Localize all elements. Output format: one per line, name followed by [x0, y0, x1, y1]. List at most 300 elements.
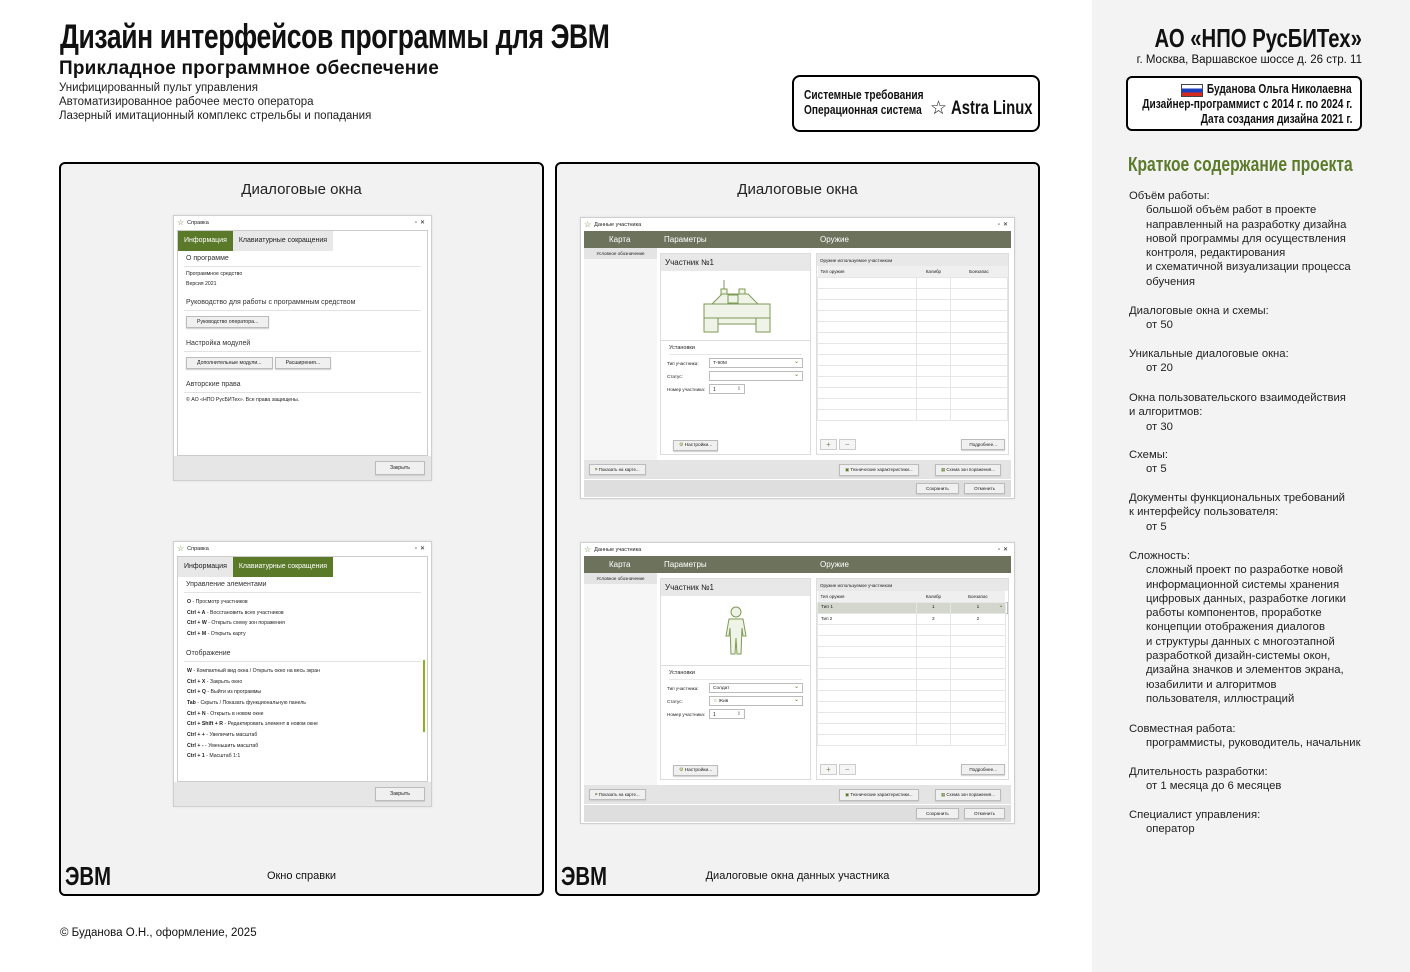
- extensions-button[interactable]: Расширения...: [275, 357, 332, 369]
- section-header: [584, 231, 1011, 248]
- params-header: Параметры: [664, 560, 707, 569]
- weapons-header: Оружие: [820, 560, 849, 569]
- close-button[interactable]: Закрыть: [375, 461, 425, 475]
- table-cell: [818, 354, 917, 365]
- table-cell: [818, 668, 917, 679]
- summary-value: большой объём работ в проекте направленный на разработку дизайна новой программы для осуществления контроля, редактирования и схематичной визуализации процесса обучения: [1146, 204, 1351, 288]
- zones-icon: ▦: [941, 467, 946, 472]
- type-label: Тип участника:: [667, 685, 699, 691]
- legend-item[interactable]: Условное обозначение: [584, 248, 657, 259]
- number-spinner[interactable]: 1 ⇕: [709, 709, 745, 719]
- table-row[interactable]: [818, 299, 1008, 310]
- settings-label: Установки: [669, 345, 802, 355]
- shortcut-key: Ctrl + +: [187, 732, 205, 739]
- os-label: Операционная система: [804, 102, 922, 117]
- window-title: Справка: [187, 219, 209, 226]
- table-cell: [950, 624, 1005, 635]
- table-cell: [818, 299, 917, 310]
- table-row[interactable]: [818, 288, 1008, 299]
- table-cell: [818, 635, 917, 646]
- window-controls[interactable]: ▫✕: [414, 220, 428, 226]
- table-row[interactable]: [818, 602, 1008, 613]
- table-cell: 1: [950, 602, 1005, 613]
- panel-title: Диалоговые окна: [241, 181, 362, 198]
- table-cell: [950, 635, 1005, 646]
- product-line: Унифицированный пульт управления: [59, 82, 258, 94]
- settings-button-label: Настройки...: [684, 443, 713, 448]
- table-row[interactable]: [818, 723, 1008, 734]
- btn-label: Показать на карте...: [598, 792, 640, 797]
- shortcut-key: O: [187, 599, 192, 605]
- table-cell: [950, 299, 1007, 310]
- summary-label: Уникальные диалоговые окна:: [1129, 348, 1289, 360]
- table-cell: [818, 646, 917, 657]
- cancel-button[interactable]: Отменить: [964, 483, 1005, 494]
- settings-button-label: Настройки...: [684, 768, 713, 773]
- summary-title: Краткое содержание проекта: [1128, 154, 1353, 176]
- section-about: О программе: [184, 251, 421, 267]
- table-row[interactable]: [818, 310, 1008, 321]
- participant-name: Участник №1: [661, 254, 810, 271]
- table-cell: [818, 723, 917, 734]
- weapons-header: Оружие: [820, 235, 849, 244]
- star-icon: ☆: [177, 218, 185, 227]
- shortcut-desc: - Закрыть окно: [206, 678, 243, 685]
- table-row[interactable]: [818, 646, 1008, 657]
- table-row[interactable]: [818, 354, 1008, 365]
- participant-name: Участник №1: [661, 579, 810, 596]
- col-header: Калибр: [916, 266, 950, 277]
- shortcut-key: Tab: [187, 699, 196, 706]
- table-cell: [818, 288, 917, 299]
- toolbar: [584, 785, 1011, 804]
- table-cell: [916, 332, 950, 343]
- show-on-map-button[interactable]: [589, 464, 646, 475]
- shortcut-key: Ctrl + Shift + R: [187, 721, 224, 728]
- number-spinner[interactable]: 1 ⇕: [709, 384, 745, 394]
- shortcut-item: [187, 608, 418, 619]
- section-copyright: Авторские права: [184, 377, 421, 393]
- status-select[interactable]: [709, 371, 803, 381]
- summary-label: Документы функциональных требований к интерфейсу пользователя:: [1129, 492, 1345, 519]
- title-bar: [581, 218, 1014, 231]
- table-cell: [950, 679, 1005, 690]
- add-button[interactable]: +: [820, 439, 837, 450]
- panel-caption: Окно справки: [266, 870, 337, 882]
- damage-zones-button[interactable]: [935, 464, 1001, 476]
- table-cell: [916, 690, 950, 701]
- table-cell: [818, 679, 917, 690]
- summary-item: [1129, 549, 1346, 706]
- table-cell: [818, 387, 917, 398]
- shortcut-desc: - Масштаб 1:1: [206, 753, 241, 760]
- table-cell: [818, 734, 917, 745]
- table-cell: [916, 668, 950, 679]
- map-header: Карта: [609, 235, 631, 244]
- title-bar: [174, 216, 431, 229]
- table-row[interactable]: [818, 376, 1008, 387]
- table-cell: [818, 277, 917, 288]
- cancel-button[interactable]: Отменить: [964, 808, 1005, 819]
- tab-info[interactable]: Информация: [178, 557, 233, 577]
- title-text: Дизайн интерфейсов программы для ЭВМ: [60, 18, 610, 56]
- author-name: Буданова Ольга Николаевна: [1207, 81, 1352, 96]
- table-cell: [950, 321, 1007, 332]
- table-cell: [950, 701, 1005, 712]
- window-title: Данные участника: [594, 546, 642, 553]
- table-cell: [950, 288, 1007, 299]
- table-cell: [950, 409, 1007, 420]
- table-cell: [950, 398, 1007, 409]
- summary-value: от 30: [1146, 420, 1173, 433]
- table-cell: [818, 321, 917, 332]
- summary-label: Длительность разработки:: [1129, 766, 1268, 778]
- table-cell: [950, 690, 1005, 701]
- shortcut-item: [187, 629, 418, 640]
- title-bar: [174, 542, 431, 555]
- number-label: Номер участника:: [667, 386, 706, 392]
- shortcut-key: Ctrl + W: [187, 620, 207, 627]
- table-row[interactable]: [818, 679, 1008, 690]
- section-controls: Управление элементами: [184, 577, 421, 593]
- section-manual: Руководство для работы с программным средством: [184, 295, 421, 311]
- shortcut-item: [187, 618, 418, 629]
- product-line: Автоматизированное рабочее место оператора: [59, 96, 314, 108]
- participant-windows-panel: [555, 162, 1040, 896]
- table-row[interactable]: [818, 613, 1008, 624]
- table-cell: [916, 354, 950, 365]
- shortcut-item: [187, 730, 418, 741]
- shortcut-item: [187, 597, 418, 608]
- shortcut-key: W: [187, 667, 192, 674]
- tech-specs-button[interactable]: [839, 789, 919, 801]
- table-cell: [818, 332, 917, 343]
- shortcut-key: Ctrl + X: [187, 678, 206, 685]
- table-cell: [818, 712, 917, 723]
- summary-label: Диалоговые окна и схемы:: [1129, 305, 1269, 317]
- table-cell: [916, 723, 950, 734]
- scrollbar[interactable]: [423, 660, 425, 732]
- extra-modules-button[interactable]: Дополнительные модули...: [186, 357, 273, 369]
- panel-title: Диалоговые окна: [737, 181, 858, 198]
- gear-icon: ⚙: [679, 443, 684, 448]
- table-cell: [916, 365, 950, 376]
- shortcut-desc: - Редактировать элемент в новом окне: [224, 721, 318, 728]
- table-cell: [916, 701, 950, 712]
- soldier-icon: [721, 606, 751, 656]
- add-button[interactable]: +: [820, 764, 837, 775]
- btn-label: Технические характеристики...: [850, 467, 913, 472]
- table-row[interactable]: [818, 277, 1008, 288]
- table-cell: 1: [916, 602, 950, 613]
- shortcut-item: [187, 687, 418, 698]
- table-cell: [818, 376, 917, 387]
- footer-copyright: © Буданова О.Н., оформление, 2025: [60, 927, 257, 939]
- table-row[interactable]: [818, 624, 1008, 635]
- weapons-column: [816, 253, 1009, 455]
- window-controls[interactable]: ▫✕: [414, 546, 428, 552]
- shortcut-desc: - Открыть карту: [207, 631, 246, 638]
- table-cell: [916, 635, 950, 646]
- tank-icon: [696, 278, 776, 334]
- summary-value: от 1 месяца до 6 месяцев: [1146, 780, 1282, 793]
- table-cell: Тип 1: [818, 602, 917, 613]
- table-cell: [818, 701, 917, 712]
- btn-label: Технические характеристики...: [850, 792, 913, 797]
- page-title: [60, 19, 765, 55]
- summary-label: Схемы:: [1129, 449, 1168, 461]
- table-cell: [950, 646, 1005, 657]
- status-label: Статус:: [667, 373, 683, 379]
- tab-shortcuts[interactable]: Клавиатурные сокращения: [233, 231, 333, 251]
- remove-button[interactable]: −: [839, 764, 856, 775]
- table-cell: [950, 343, 1007, 354]
- table-cell: [950, 365, 1007, 376]
- table-cell: [818, 310, 917, 321]
- table-cell: 2: [950, 613, 1005, 624]
- help-dialog-shortcuts: [173, 541, 432, 807]
- summary-item: [1129, 391, 1346, 434]
- sysreq-label: Системные требования: [804, 87, 924, 102]
- save-button[interactable]: Сохранить: [916, 483, 959, 494]
- table-cell: [916, 376, 950, 387]
- status-label: Статус:: [667, 698, 683, 704]
- operator-manual-button[interactable]: Руководство оператора...: [186, 316, 269, 328]
- table-row[interactable]: [818, 398, 1008, 409]
- summary-value: от 5: [1146, 520, 1167, 533]
- summary-value: от 20: [1146, 362, 1173, 375]
- star-icon: ☆: [584, 545, 592, 554]
- btn-label: Схема зон поражения...: [946, 792, 995, 797]
- summary-item: [1129, 189, 1351, 289]
- table-cell: [916, 321, 950, 332]
- help-windows-panel: [59, 162, 544, 896]
- version: Версия 2021: [186, 281, 217, 287]
- shortcut-item: [187, 666, 418, 677]
- weapons-column: [816, 578, 1009, 780]
- product-name: Программное средство: [186, 271, 243, 277]
- table-row[interactable]: [818, 657, 1008, 668]
- table-cell: 2: [916, 613, 950, 624]
- table-cell: [916, 299, 950, 310]
- status-select[interactable]: [709, 696, 803, 706]
- table-cell: [818, 690, 917, 701]
- table-row[interactable]: [818, 701, 1008, 712]
- copyright-text: © АО «НПО РусБИТех». Все права защищены.: [186, 397, 300, 403]
- map-icon: ⌗: [595, 467, 598, 472]
- table-row[interactable]: [818, 409, 1008, 420]
- star-icon: ☆: [713, 699, 719, 704]
- tab-shortcuts[interactable]: Клавиатурные сокращения: [233, 557, 333, 577]
- params-column: [660, 578, 811, 780]
- table-cell: [818, 398, 917, 409]
- table-cell: [818, 409, 917, 420]
- table-row[interactable]: [818, 332, 1008, 343]
- shortcut-item: [187, 709, 418, 720]
- summary-item: [1129, 448, 1168, 477]
- type-label: Тип участника:: [667, 360, 699, 366]
- os-name: Astra Linux: [951, 98, 1033, 119]
- table-row[interactable]: [818, 343, 1008, 354]
- shortcut-item: [187, 751, 418, 762]
- shortcut-item: [187, 698, 418, 709]
- table-cell: [818, 343, 917, 354]
- table-cell: [818, 365, 917, 376]
- author-box: [1126, 76, 1362, 131]
- col-header: Калибр: [916, 591, 950, 602]
- weapons-table: [817, 591, 1008, 746]
- shortcut-desc: - Компактный вид окна / Открыть окно на весь экран: [193, 667, 320, 674]
- type-select[interactable]: Солдат ⌄: [709, 683, 803, 693]
- map-icon: ⌗: [595, 792, 598, 797]
- table-cell: [950, 668, 1005, 679]
- table-cell: [916, 657, 950, 668]
- shortcut-item: [187, 741, 418, 752]
- org-name: АО «НПО РусБИТех»: [1154, 23, 1362, 53]
- table-cell: [916, 277, 950, 288]
- remove-button[interactable]: −: [839, 439, 856, 450]
- table-cell: [950, 723, 1005, 734]
- table-cell: [916, 343, 950, 354]
- shortcut-key: Ctrl + Q: [187, 689, 206, 696]
- table-row[interactable]: [818, 365, 1008, 376]
- map-column: [584, 573, 657, 785]
- table-row[interactable]: [818, 690, 1008, 701]
- summary-value: программисты, руководитель, начальник: [1146, 737, 1361, 750]
- close-button[interactable]: Закрыть: [375, 787, 425, 801]
- toolbar: [584, 460, 1011, 479]
- shortcut-desc: - Открыть схему зон поражения: [208, 620, 285, 627]
- product-line: Лазерный имитационный комплекс стрельбы и попадания: [59, 110, 372, 122]
- star-icon: ☆: [584, 220, 592, 229]
- col-header: Тип оружия: [818, 591, 917, 602]
- summary-value: от 50: [1146, 319, 1173, 332]
- summary-item: [1129, 304, 1269, 333]
- shortcut-desc: - Просмотр участников: [192, 599, 248, 605]
- legend-item[interactable]: Условное обозначение: [584, 573, 657, 584]
- status-value: Жив: [718, 699, 729, 704]
- weapons-table: [817, 266, 1008, 421]
- table-cell: [916, 712, 950, 723]
- table-cell: Тип 2: [818, 613, 917, 624]
- summary-value: оператор: [1146, 823, 1195, 836]
- table-cell: [916, 387, 950, 398]
- params-header: Параметры: [664, 235, 707, 244]
- details-button[interactable]: Подробнее...: [961, 764, 1005, 775]
- star-icon: ☆: [930, 98, 948, 119]
- shortcut-desc: - Увеличить масштаб: [206, 732, 258, 739]
- table-row[interactable]: [818, 635, 1008, 646]
- table-cell: [950, 277, 1007, 288]
- table-cell: [950, 712, 1005, 723]
- summary-item: [1129, 347, 1289, 376]
- table-cell: [916, 409, 950, 420]
- design-date: Дата создания дизайна 2021 г.: [1200, 111, 1352, 126]
- col-header: Тип оружия: [818, 266, 917, 277]
- map-header: Карта: [609, 560, 631, 569]
- org-address: г. Москва, Варшавское шоссе д. 26 стр. 11: [1136, 54, 1362, 66]
- window-controls[interactable]: ▫✕: [997, 222, 1011, 228]
- table-row[interactable]: [818, 387, 1008, 398]
- col-header: Боезапас: [950, 266, 1007, 277]
- tab-info[interactable]: Информация: [178, 231, 233, 251]
- type-select[interactable]: Т-90М ⌄: [709, 358, 803, 368]
- table-row[interactable]: [818, 668, 1008, 679]
- shortcut-key: Ctrl + N: [187, 710, 206, 717]
- specs-icon: ▣: [845, 467, 850, 472]
- system-requirements-box: [792, 75, 1040, 132]
- params-column: [660, 253, 811, 455]
- table-cell: [916, 734, 950, 745]
- section-header: [584, 556, 1011, 573]
- shortcut-item: [187, 677, 418, 688]
- help-dialog-info: [173, 215, 432, 481]
- settings-button[interactable]: [673, 440, 718, 451]
- table-cell: [916, 310, 950, 321]
- summary-item: [1129, 722, 1361, 751]
- window-title: Справка: [187, 545, 209, 552]
- section-modules: Настройка модулей: [184, 336, 421, 352]
- summary-label: Объём работы:: [1129, 190, 1210, 202]
- zones-icon: ▦: [941, 792, 946, 797]
- table-row[interactable]: [818, 734, 1008, 745]
- shortcut-key: Ctrl + M: [187, 631, 207, 638]
- participant-dialog-soldier: [580, 542, 1015, 824]
- settings-button[interactable]: [673, 765, 718, 776]
- summary-label: Окна пользовательского взаимодействия и алгоритмов:: [1129, 392, 1346, 419]
- shortcut-key: Ctrl + 1: [187, 753, 205, 760]
- save-button[interactable]: Сохранить: [916, 808, 959, 819]
- window-controls[interactable]: ▫✕: [997, 547, 1011, 553]
- table-cell: [950, 734, 1005, 745]
- participant-image: [661, 596, 810, 666]
- evm-label: ЭВМ: [561, 861, 607, 891]
- shortcut-desc: - Восстановить всех участников: [206, 609, 284, 616]
- damage-zones-button[interactable]: [935, 789, 1001, 801]
- weapons-title: Оружие используемое участником: [817, 254, 1008, 266]
- table-cell: [916, 398, 950, 409]
- shortcut-desc: - Выйти из программы: [207, 689, 262, 696]
- table-cell: [818, 624, 917, 635]
- table-cell: [916, 646, 950, 657]
- table-cell: [950, 332, 1007, 343]
- table-row[interactable]: [818, 321, 1008, 332]
- author-role: Дизайнер-программист с 2014 г. по 2024 г.: [1141, 96, 1352, 111]
- gear-icon: ⚙: [679, 768, 684, 773]
- shortcut-item: [187, 719, 418, 730]
- section-display: Отображение: [184, 646, 421, 662]
- summary-item: [1129, 491, 1345, 534]
- shortcut-desc: - Скрыть / Показать функциональную панель: [197, 699, 306, 706]
- shortcut-key: Ctrl + -: [187, 742, 204, 749]
- table-cell: [916, 679, 950, 690]
- table-row[interactable]: [818, 712, 1008, 723]
- summary-label: Совместная работа:: [1129, 723, 1236, 735]
- page-subtitle: Прикладное программное обеспечение: [59, 58, 440, 79]
- show-on-map-button[interactable]: [589, 789, 646, 800]
- details-button[interactable]: Подробнее...: [961, 439, 1005, 450]
- map-column: [584, 248, 657, 460]
- btn-label: Схема зон поражения...: [946, 467, 995, 472]
- summary-label: Специалист управления:: [1129, 809, 1261, 821]
- specs-icon: ▣: [845, 792, 850, 797]
- table-cell: [916, 288, 950, 299]
- table-cell: [818, 657, 917, 668]
- tech-specs-button[interactable]: [839, 464, 919, 476]
- table-cell: [950, 387, 1007, 398]
- col-header: Боезапас: [950, 591, 1005, 602]
- table-cell: [950, 657, 1005, 668]
